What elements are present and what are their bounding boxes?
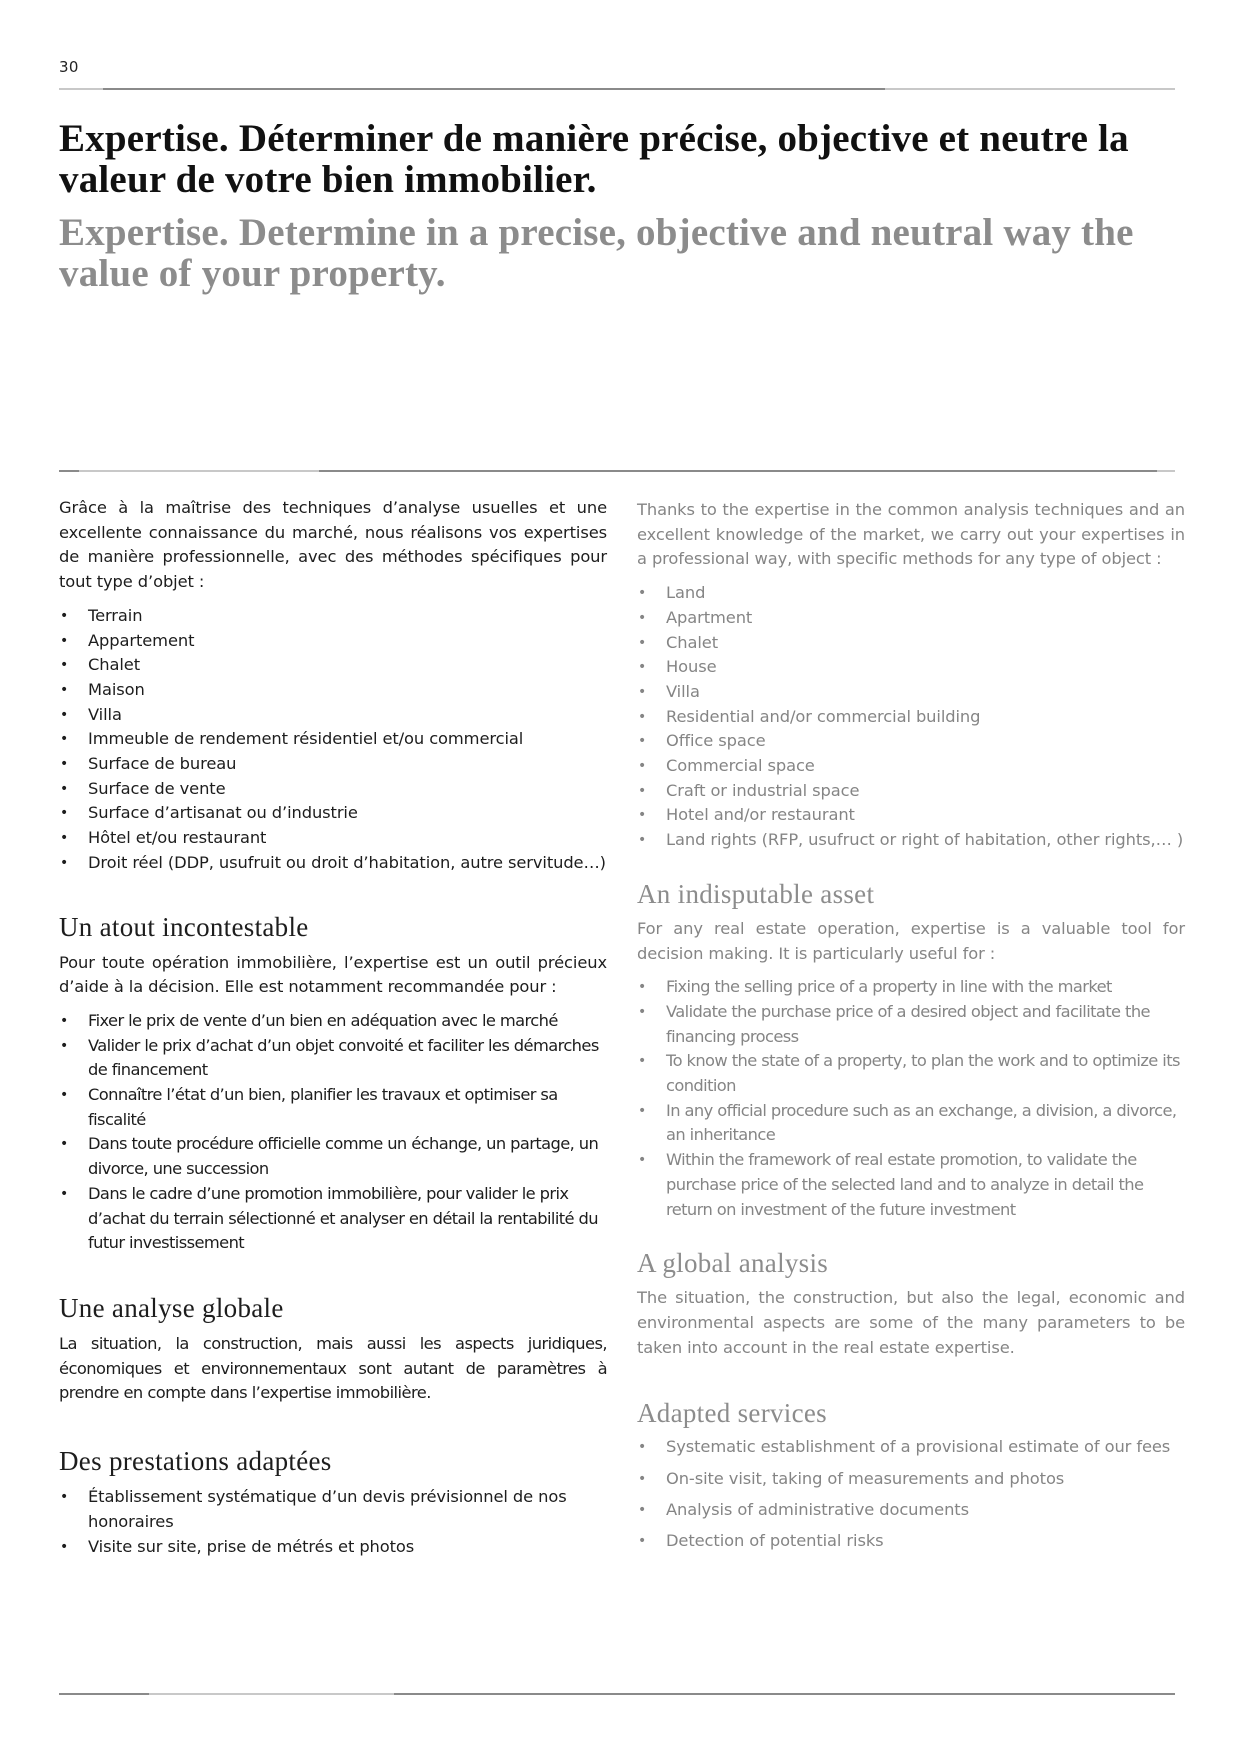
section-list-fr (59, 1009, 607, 1256)
list-item (637, 754, 1185, 779)
page-number: 30 (59, 58, 79, 76)
list-item-text: Within the framework of real estate promotion, to validate the purchase price of the selected land and to analyze in detail the return on investment of the future investment (666, 1150, 1144, 1219)
section-paragraph-fr: La situation, la construction, mais aussi les aspects juridiques, économiques et environnementaux sont autant de paramètres à prendre en compte dans l’expertise immobilière. (59, 1333, 607, 1403)
bullet-icon: • (638, 609, 647, 626)
bullet-icon: • (60, 1136, 68, 1153)
list-item (637, 729, 1185, 754)
bullet-icon: • (60, 1037, 68, 1054)
list-item-text: Land (666, 583, 706, 603)
list-item (637, 606, 1185, 631)
list-item-text: Fixer le prix de vente d’un bien en adéquation avec le marché (88, 1010, 558, 1030)
list-item-text: Detection of potential risks (666, 1531, 884, 1550)
list-item (637, 779, 1185, 804)
list-item-text: Terrain (88, 605, 143, 625)
list-item-text: Surface de bureau (88, 754, 237, 774)
list-item (59, 1182, 607, 1256)
bullet-icon: • (638, 634, 647, 651)
list-item-text: House (666, 657, 717, 677)
list-item-text: Villa (666, 681, 700, 701)
list-item (637, 581, 1185, 606)
list-item-text: Immeuble de rendement résidentiel et/ou commercial (88, 729, 524, 749)
bullet-icon: • (638, 683, 647, 700)
bullet-icon: • (60, 1087, 68, 1104)
list-item-text: Établissement systématique d’un devis prévisionnel de nos honoraires (88, 1487, 567, 1531)
bottom-divider (59, 1693, 1175, 1695)
list-item (59, 826, 607, 851)
list-item-text: In any official procedure such as an exchange, a division, a divorce, an inheritance (666, 1100, 1177, 1145)
list-item (637, 975, 1185, 1000)
list-item-text: Analysis of administrative documents (666, 1499, 969, 1519)
section-heading-en: An indisputable asset (637, 878, 875, 909)
section-heading-fr: Une analyse globale (59, 1292, 284, 1323)
list-item (637, 655, 1185, 680)
english-column (637, 498, 1185, 1560)
list-item-text: Craft or industrial space (666, 780, 860, 800)
list-item (59, 1034, 607, 1083)
bullet-icon: • (638, 708, 647, 725)
list-item-text: Dans toute procédure officielle comme un échange, un partage, un divorce, une succession (88, 1134, 599, 1179)
list-item-text: On-site visit, taking of measurements and photos (666, 1468, 1065, 1488)
list-item-text: Fixing the selling price of a property in line with the market (666, 977, 1112, 997)
section-divider (59, 470, 1175, 472)
list-item-text: Valider le prix d’achat d’un objet convoité et faciliter les démarches de financement (88, 1035, 599, 1080)
page-title-fr: Expertise. Déterminer de manière précise, objective et neutre la valeur de votre bien immobilier. (59, 117, 1129, 201)
section-heading-fr: Un atout incontestable (59, 911, 309, 942)
list-item (59, 703, 607, 728)
list-item (637, 1148, 1185, 1222)
title-block (59, 118, 1189, 294)
list-item-text: Chalet (666, 632, 718, 652)
bullet-icon: • (60, 1185, 68, 1202)
list-item (59, 1485, 607, 1534)
list-item-text: Dans le cadre d’une promotion immobilière, pour valider le prix d’achat du terrain sélectionné et analyser en détail la rentabilité du futur investissement (88, 1183, 598, 1253)
list-item (59, 851, 607, 876)
page-title-en: Expertise. Determine in a precise, objective and neutral way the value of your property. (59, 211, 1134, 295)
list-item (637, 1529, 1185, 1554)
list-item-text: Maison (88, 679, 145, 699)
list-item-text: Droit réel (DDP, usufruit ou droit d’habitation, autre servitude…) (88, 852, 606, 872)
list-item-text: Connaître l’état d’un bien, planifier les travaux et optimiser sa fiscalité (88, 1085, 558, 1129)
list-item-text: To know the state of a property, to plan the work and to optimize its condition (666, 1051, 1180, 1096)
bullet-icon: • (638, 758, 647, 775)
list-item (59, 604, 607, 629)
section-paragraph-fr: Pour toute opération immobilière, l’expertise est un outil précieux d’aide à la décision. Elle est notamment recommandée pour : (59, 952, 607, 997)
list-item-text: Appartement (88, 630, 195, 650)
bullet-icon: • (60, 854, 69, 871)
bullet-icon: • (638, 1003, 646, 1020)
section-paragraph-en: The situation, the construction, but also the legal, economic and environmental aspects are some of the many parameters to be taken into account in the real estate expertise. (637, 1288, 1185, 1357)
section-list-fr (59, 1485, 607, 1559)
bullet-icon: • (60, 607, 69, 624)
list-item (637, 1467, 1185, 1492)
bullet-icon: • (60, 1538, 69, 1555)
list-item (637, 631, 1185, 656)
bullet-icon: • (638, 1053, 646, 1070)
list-item-text: Validate the purchase price of a desired object and facilitate the financing process (666, 1001, 1150, 1046)
bullet-icon: • (638, 659, 647, 676)
list-item (637, 1099, 1185, 1148)
section-heading-fr: Des prestations adaptées (59, 1446, 332, 1477)
list-item (59, 1132, 607, 1181)
list-item (59, 727, 607, 752)
intro-paragraph-fr: Grâce à la maîtrise des techniques d’analyse usuelles et une excellente connaissance du marché, nous réalisons vos expertises de manière professionnelle, avec des méthodes spécifiques pour tout type d’objet : (59, 498, 607, 592)
list-item (59, 653, 607, 678)
object-types-list-fr (59, 604, 607, 876)
list-item (59, 1009, 607, 1034)
bullet-icon: • (60, 805, 69, 822)
list-item-text: Hôtel et/ou restaurant (88, 828, 267, 848)
list-item-text: Residential and/or commercial building (666, 706, 981, 726)
list-item-text: Visite sur site, prise de métrés et photos (88, 1536, 415, 1556)
bullet-icon: • (638, 832, 647, 849)
list-item (637, 1498, 1185, 1523)
list-item (59, 678, 607, 703)
bullet-icon: • (60, 706, 69, 723)
list-item (637, 828, 1185, 853)
bullet-icon: • (60, 1489, 69, 1506)
section-paragraph-en: For any real estate operation, expertise is a valuable tool for decision making. It is particularly useful for : (637, 918, 1185, 963)
list-item (59, 1083, 607, 1132)
bullet-icon: • (60, 756, 69, 773)
bullet-icon: • (60, 1012, 68, 1029)
bullet-icon: • (60, 657, 69, 674)
bullet-icon: • (638, 1439, 647, 1456)
list-item (59, 1535, 607, 1560)
list-item (637, 1435, 1185, 1460)
list-item (637, 803, 1185, 828)
list-item (637, 680, 1185, 705)
section-heading-en: A global analysis (637, 1248, 829, 1279)
list-item (637, 1000, 1185, 1049)
list-item (637, 1049, 1185, 1098)
list-item-text: Chalet (88, 655, 140, 675)
list-item-text: Villa (88, 704, 122, 724)
list-item-text: Surface d’artisanat ou d’industrie (88, 803, 358, 823)
bullet-icon: • (60, 731, 69, 748)
list-item-text: Commercial space (666, 756, 815, 776)
list-item-text: Hotel and/or restaurant (666, 805, 855, 825)
list-item (59, 629, 607, 654)
list-item (59, 777, 607, 802)
top-divider (59, 88, 1175, 90)
section-heading-en: Adapted services (637, 1398, 827, 1429)
bullet-icon: • (638, 1470, 647, 1487)
list-item-text: Apartment (666, 607, 753, 627)
list-item (59, 752, 607, 777)
bullet-icon: • (638, 807, 647, 824)
list-item (637, 705, 1185, 730)
bullet-icon: • (638, 1102, 646, 1119)
intro-paragraph-en: Thanks to the expertise in the common analysis techniques and an excellent knowledge of the market, we carry out your expertises in a professional way, with specific methods for any type of object : (637, 500, 1185, 569)
section-list-en (637, 975, 1185, 1222)
bullet-icon: • (60, 681, 69, 698)
bullet-icon: • (638, 979, 646, 996)
bullet-icon: • (638, 585, 647, 602)
french-column (59, 496, 607, 1559)
bullet-icon: • (60, 830, 69, 847)
list-item (59, 801, 607, 826)
section-list-en (637, 1435, 1185, 1553)
object-types-list-en (637, 581, 1185, 853)
bullet-icon: • (638, 1152, 646, 1169)
bullet-icon: • (638, 733, 647, 750)
bullet-icon: • (638, 782, 647, 799)
list-item-text: Surface de vente (88, 778, 226, 798)
bullet-icon: • (638, 1501, 647, 1518)
bullet-icon: • (60, 780, 69, 797)
list-item-text: Office space (666, 731, 766, 751)
list-item-text: Systematic establishment of a provisional estimate of our fees (666, 1437, 1171, 1457)
bullet-icon: • (638, 1533, 647, 1549)
list-item-text: Land rights (RFP, usufruct or right of habitation, other rights,… ) (666, 830, 1184, 850)
bullet-icon: • (60, 632, 69, 649)
